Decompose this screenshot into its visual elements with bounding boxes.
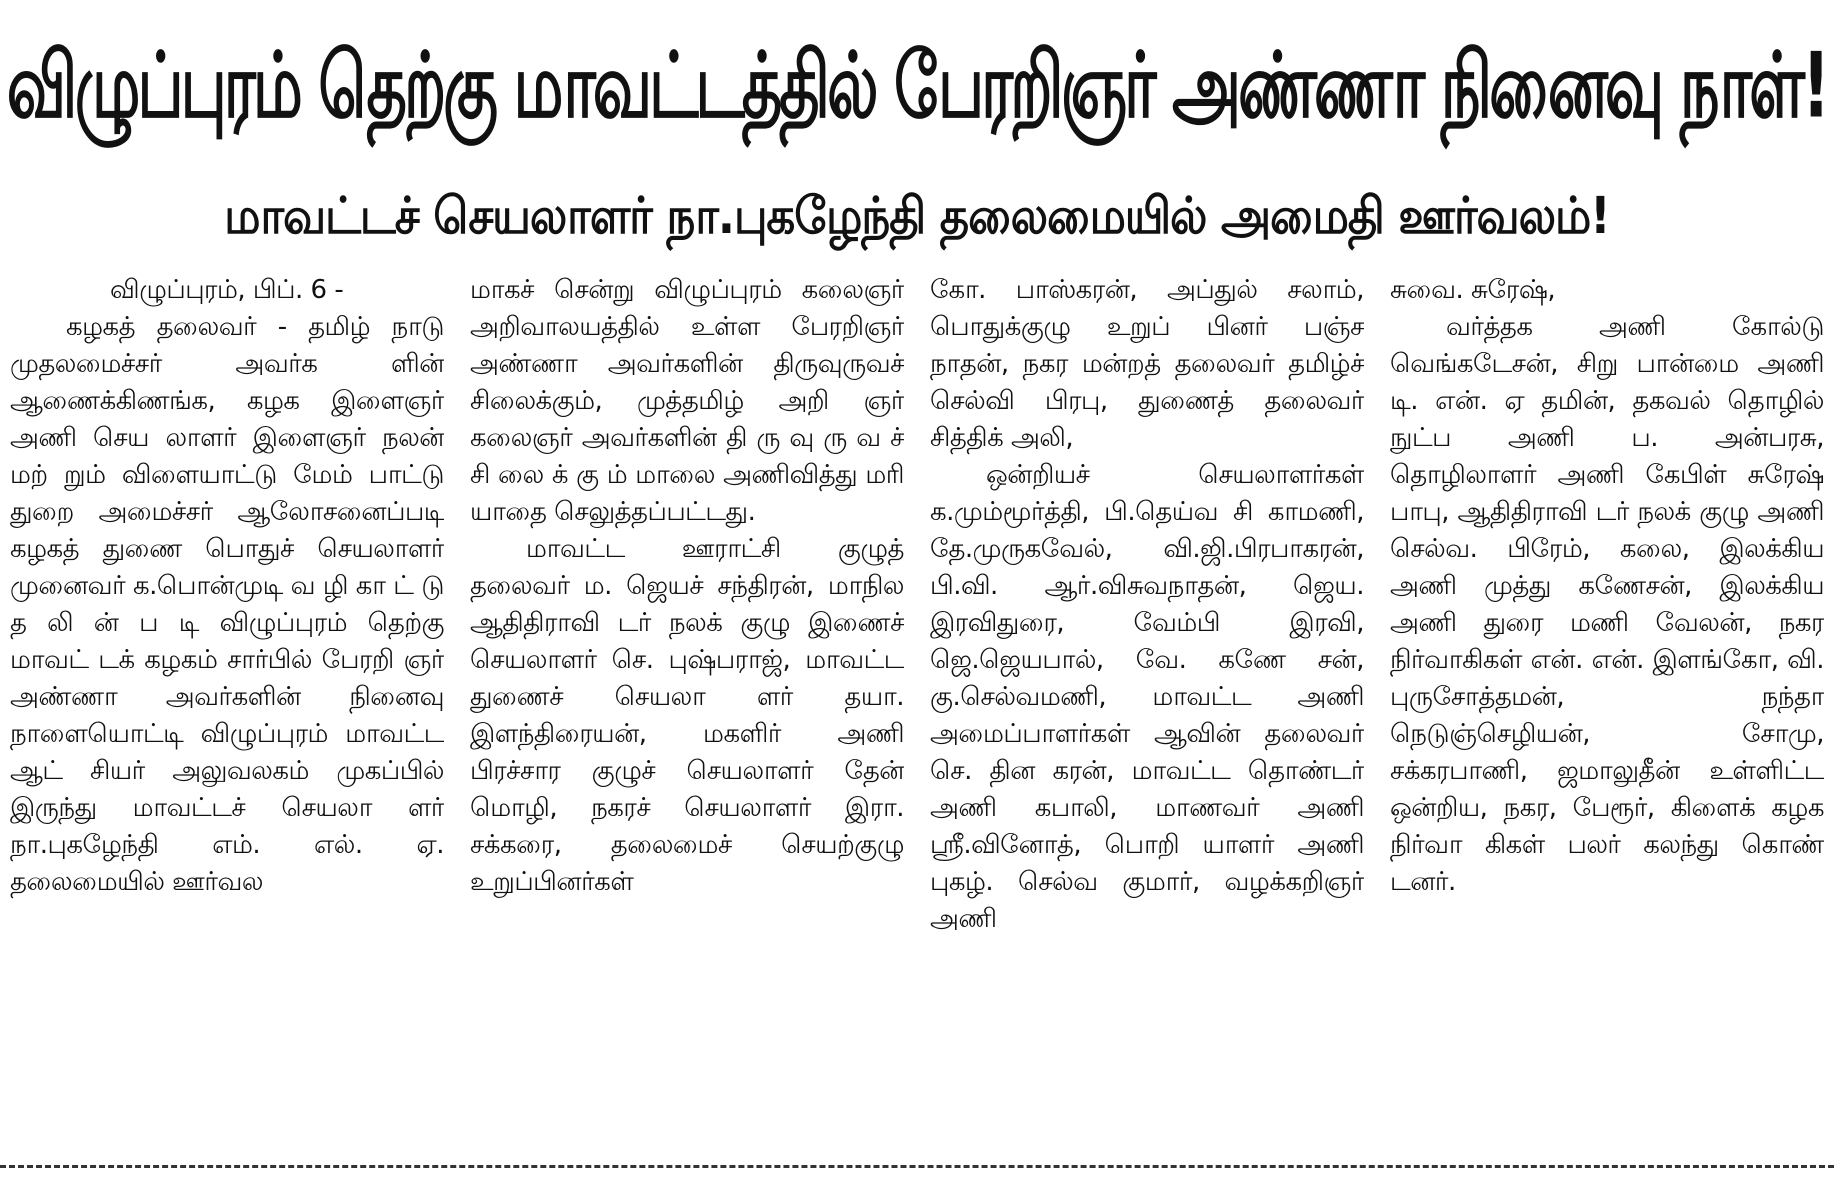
article-paragraph: வர்த்தக அணி கோல்டு வெங்கடேசன், சிறு பான்மை அணி டி. என். ஏ தமின், தகவல் தொழில் நுட்ப அணி ப. அன்பரசு, தொழிலாளர் அணி கேபிள் சுரேஷ் பாபு, ஆதிதிராவி டர் நலக் குழு அணி செல்வ. பிரேம், கலை, இலக்கிய அணி முத்து கணேசன், இலக்கிய அணி துரை மணி வேலன், நகர நிர்வாகிகள் என். என். இளங்கோ, வி. புருசோத்தமன், நந்தா நெடுஞ்செழியன், சோமு, சக்கரபாணி, ஜமாலுதீன் உள்ளிட்ட ஒன்றிய, நகர, பேரூர், கிளைக் கழக நிர்வா கிகள் பலர் கலந்து கொண் டனர். [1390,312,1824,897]
article-column-1 [10,272,444,1122]
article-column-2 [470,272,904,1122]
dashed-divider [0,1165,1834,1168]
article-paragraph: சுவை. சுரேஷ், [1390,275,1556,305]
article-paragraph: கழகத் தலைவர் - தமிழ் நாடு முதலமைச்சர் அவர்க ளின் ஆணைக்கிணங்க, கழக இளைஞர் அணி செய லாளர் இளைஞர் நலன் மற் றும் விளையாட்டு மேம் பாட்டு துறை அமைச்சர் ஆலோசனைப்படி கழகத் துணை பொதுச் செயலாளர் முனைவர் க.பொன்முடி வ ழி கா ட் டு த லி ன் ப டி விழுப்புரம் தெற்கு மாவட் டக் கழகம் சார்பில் பேரறி ஞர் அண்ணா அவர்களின் நினைவு நாளையொட்டி விழுப்புரம் மாவட்ட ஆட் சியர் அலுவலகம் முகப்பில் இருந்து மாவட்டச் செயலா ளர் நா.புகழேந்தி எம். எல். ஏ. தலைமையில் ஊர்வல [10,312,444,897]
article-column-3 [930,272,1364,1122]
article-paragraph: மாவட்ட ஊராட்சி குழுத் தலைவர் ம. ஜெயச் சந்திரன், மாநில ஆதிதிராவி டர் நலக் குழு இணைச் செயலாளர் செ. புஷ்பராஜ், மாவட்ட துணைச் செயலா ளர் தயா. இளந்திரையன், மகளிர் அணி பிரச்சார குழுச் செயலாளர் தேன் மொழி, நகரச் செயலாளர் இரா. சக்கரை, தலைமைச் செயற்குழு உறுப்பினர்கள் [470,534,904,897]
subheadline: மாவட்டச் செயலாளர் நா.புகழேந்தி தலைமையில் அமைதி ஊர்வலம்! [224,185,1610,246]
article-dateline: விழுப்புரம், பிப். 6 - [110,275,344,305]
article-paragraph: ஒன்றியச் செயலாளர்கள் க.மும்மூர்த்தி, பி.தெய்வ சி காமணி, தே.முருகவேல், வி.ஜி.பிரபாகரன், பி.வி. ஆர்.விசுவநாதன், ஜெய. இரவிதுரை, வேம்பி இரவி, ஜெ.ஜெயபால், வே. கணே சன், கு.செல்வமணி, மாவட்ட அணி அமைப்பாளர்கள் ஆவின் தலைவர் செ. தின கரன், மாவட்ட தொண்டர் அணி கபாலி, மாணவர் அணி ஸ்ரீ.வினோத், பொறி யாளர் அணி புகழ். செல்வ குமார், வழக்கறிஞர் அணி [930,460,1364,934]
article-paragraph: கோ. பாஸ்கரன், அப்துல் சலாம், பொதுக்குழு உறுப் பினர் பஞ்ச நாதன், நகர மன்றத் தலைவர் தமிழ்ச் செல்வி பிரபு, துணைத் தலைவர் சித்திக் அலி, [930,275,1364,453]
article-column-4 [1390,272,1824,1122]
headline: விழுப்புரம் தெற்கு மாவட்டத்தில் பேரறிஞர் அண்ணா நினைவு நாள்! [6,32,1828,139]
article-columns [10,272,1824,1122]
article-paragraph: மாகச் சென்று விழுப்புரம் கலைஞர் அறிவாலயத்தில் உள்ள பேரறிஞர் அண்ணா அவர்களின் திருவுருவச் சிலைக்கும், முத்தமிழ் அறி ஞர் கலைஞர் அவர்களின் தி ரு வு ரு வ ச் சி லை க் கு ம் மாலை அணிவித்து மரி யாதை செலுத்தப்பட்டது. [470,275,904,527]
